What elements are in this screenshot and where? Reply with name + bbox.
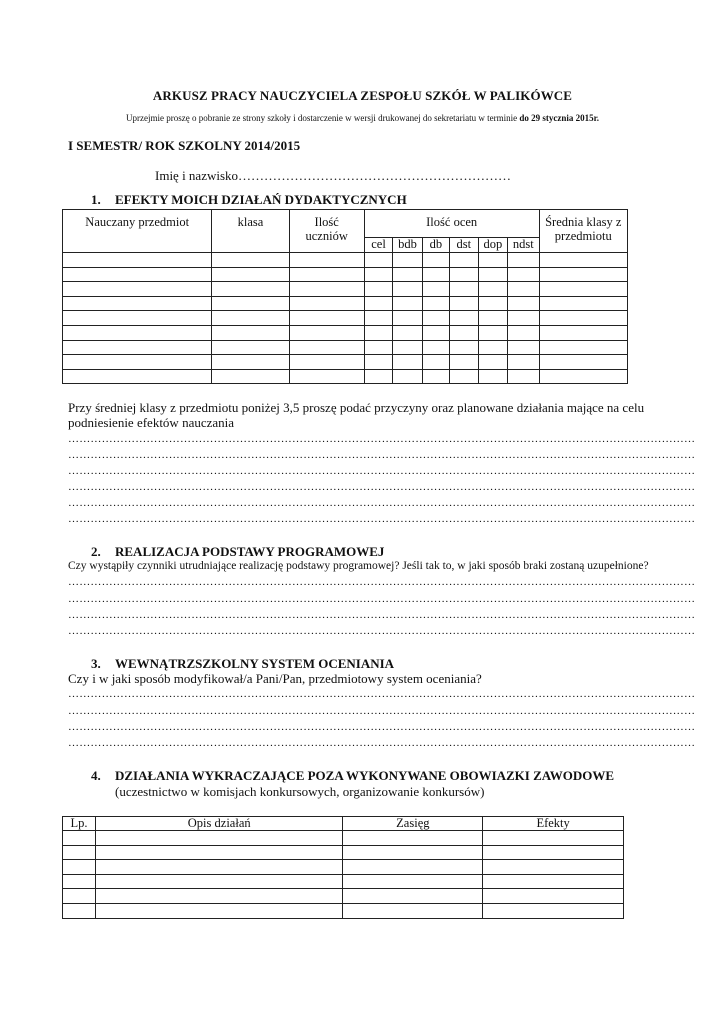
answer-line[interactable]: ……………………………………………………………………………………………………………………………………………………	[68, 497, 696, 509]
table-cell[interactable]	[364, 282, 392, 297]
table-cell[interactable]	[450, 253, 478, 268]
didactic-results-table	[62, 209, 628, 384]
table-cell[interactable]	[63, 325, 212, 340]
table-cell[interactable]	[63, 889, 96, 904]
answer-line[interactable]: ……………………………………………………………………………………………………………………………………………………	[68, 737, 696, 749]
answer-line[interactable]: ……………………………………………………………………………………………………………………………………………………	[68, 705, 696, 717]
table-cell[interactable]	[478, 296, 507, 311]
table-cell[interactable]	[450, 355, 478, 370]
table-cell[interactable]	[483, 831, 624, 846]
col-average-header: Średnia klasy z przedmiotu	[539, 210, 627, 253]
table-cell[interactable]	[422, 296, 449, 311]
table-cell[interactable]	[364, 355, 392, 370]
table-cell[interactable]	[63, 369, 212, 384]
col-grades-header: Ilość ocen	[364, 210, 539, 238]
table-cell[interactable]	[95, 860, 343, 875]
table-cell[interactable]	[95, 874, 343, 889]
table-cell[interactable]	[450, 267, 478, 282]
table-cell[interactable]	[95, 889, 343, 904]
answer-line[interactable]: ……………………………………………………………………………………………………………………………………………………	[68, 593, 696, 605]
table-row	[63, 860, 624, 875]
section1-heading	[91, 192, 407, 208]
table-cell[interactable]	[343, 889, 483, 904]
activities-table	[62, 816, 624, 919]
table-cell[interactable]	[508, 267, 540, 282]
table-cell[interactable]	[483, 903, 624, 918]
grade-col-header: dop	[478, 238, 507, 253]
table-cell[interactable]	[478, 253, 507, 268]
table-cell[interactable]	[393, 340, 422, 355]
table-cell[interactable]	[63, 340, 212, 355]
table-cell[interactable]	[289, 253, 364, 268]
grade-col-header: cel	[364, 238, 392, 253]
col-subject-header: Nauczany przedmiot	[63, 210, 212, 253]
answer-line[interactable]: ……………………………………………………………………………………………………………………………………………………	[68, 625, 696, 637]
table-cell[interactable]	[212, 325, 289, 340]
col-lp-header: Lp.	[63, 817, 96, 831]
table-cell[interactable]	[212, 355, 289, 370]
table-cell[interactable]	[483, 874, 624, 889]
answer-line[interactable]: ……………………………………………………………………………………………………………………………………………………	[68, 465, 696, 477]
table-row	[63, 903, 624, 918]
average-note: Przy średniej klasy z przedmiotu poniżej 3,5 proszę podać przyczyny oraz planowane działania mające na celu	[68, 400, 645, 415]
table-row	[63, 282, 628, 297]
table-cell[interactable]	[393, 267, 422, 282]
col-students-header: Ilość uczniów	[289, 210, 364, 253]
section2-question: Czy wystąpiły czynniki utrudniające realizację podstawy programowej? Jeśli tak to, w jaki sposób braki zostaną uzupełnione?	[68, 560, 649, 572]
table-cell[interactable]	[508, 253, 540, 268]
table-cell[interactable]	[63, 253, 212, 268]
table-cell[interactable]	[364, 311, 392, 326]
table-cell[interactable]	[422, 325, 449, 340]
table-cell[interactable]	[364, 296, 392, 311]
table-cell[interactable]	[422, 355, 449, 370]
table-cell[interactable]	[289, 296, 364, 311]
table-cell[interactable]	[212, 253, 289, 268]
table-cell[interactable]	[422, 340, 449, 355]
table-cell[interactable]	[422, 253, 449, 268]
table-row	[63, 355, 628, 370]
table-cell[interactable]	[478, 369, 507, 384]
table-cell[interactable]	[422, 282, 449, 297]
submission-note	[0, 113, 725, 123]
table-row	[63, 831, 624, 846]
col-scope-header: Zasięg	[343, 817, 483, 831]
table-cell[interactable]	[450, 282, 478, 297]
table-cell[interactable]	[289, 267, 364, 282]
table-cell[interactable]	[364, 267, 392, 282]
table-cell[interactable]	[478, 311, 507, 326]
grade-col-header: bdb	[393, 238, 422, 253]
table-cell[interactable]	[508, 311, 540, 326]
table-cell[interactable]	[289, 282, 364, 297]
average-note-cont: podniesienie efektów nauczania	[68, 415, 235, 430]
table-cell[interactable]	[63, 831, 96, 846]
answer-line[interactable]: ……………………………………………………………………………………………………………………………………………………	[68, 576, 696, 588]
table-cell[interactable]	[539, 296, 627, 311]
table-row	[63, 889, 624, 904]
col-effects-header: Efekty	[483, 817, 624, 831]
answer-line[interactable]: ……………………………………………………………………………………………………………………………………………………	[68, 449, 696, 461]
table-cell[interactable]	[393, 311, 422, 326]
section4-subtitle: (uczestnictwo w komisjach konkursowych, organizowanie konkursów)	[115, 784, 485, 799]
table-cell[interactable]	[508, 355, 540, 370]
col-description-header: Opis działań	[95, 817, 343, 831]
table-cell[interactable]	[364, 340, 392, 355]
semester-heading: I SEMESTR/ ROK SZKOLNY 2014/2015	[68, 138, 301, 153]
table-cell[interactable]	[212, 311, 289, 326]
table-cell[interactable]	[393, 369, 422, 384]
table-cell[interactable]	[478, 355, 507, 370]
table-cell[interactable]	[483, 889, 624, 904]
section3-title: WEWNĄTRZSZKOLNY SYSTEM OCENIANIA	[115, 656, 395, 671]
table-cell[interactable]	[422, 311, 449, 326]
table-cell[interactable]	[422, 267, 449, 282]
table-cell[interactable]	[508, 296, 540, 311]
table-cell[interactable]	[450, 296, 478, 311]
table-cell[interactable]	[478, 340, 507, 355]
section4-number: 4.	[91, 768, 101, 783]
table-cell[interactable]	[539, 282, 627, 297]
section4-heading	[91, 768, 614, 784]
table-cell[interactable]	[343, 903, 483, 918]
table-cell[interactable]	[289, 369, 364, 384]
section3-heading	[91, 656, 394, 672]
table-cell[interactable]	[63, 296, 212, 311]
table-cell[interactable]	[393, 325, 422, 340]
table-cell[interactable]	[483, 860, 624, 875]
table-cell[interactable]	[478, 282, 507, 297]
table-cell[interactable]	[483, 845, 624, 860]
table-row	[63, 296, 628, 311]
table-row	[63, 874, 624, 889]
table-cell[interactable]	[539, 340, 627, 355]
table-row	[63, 253, 628, 268]
table-cell[interactable]	[450, 325, 478, 340]
table-cell[interactable]	[289, 355, 364, 370]
table-cell[interactable]	[364, 369, 392, 384]
table-row	[63, 325, 628, 340]
section2-heading	[91, 544, 384, 560]
grade-col-header: dst	[450, 238, 478, 253]
table-cell[interactable]	[508, 282, 540, 297]
grade-col-header: ndst	[508, 238, 540, 253]
table-cell[interactable]	[508, 325, 540, 340]
table-cell[interactable]	[478, 267, 507, 282]
table-cell[interactable]	[393, 296, 422, 311]
table-cell[interactable]	[364, 253, 392, 268]
table-cell[interactable]	[478, 325, 507, 340]
table-cell[interactable]	[212, 340, 289, 355]
table-cell[interactable]	[450, 340, 478, 355]
table-row	[63, 369, 628, 384]
table-cell[interactable]	[212, 296, 289, 311]
table-cell[interactable]	[289, 325, 364, 340]
section2-number: 2.	[91, 544, 101, 559]
table-cell[interactable]	[539, 311, 627, 326]
table-cell[interactable]	[422, 369, 449, 384]
table-cell[interactable]	[539, 253, 627, 268]
table-row	[63, 845, 624, 860]
answer-line[interactable]: ……………………………………………………………………………………………………………………………………………………	[68, 688, 696, 700]
table-cell[interactable]	[63, 860, 96, 875]
table-cell[interactable]	[539, 369, 627, 384]
table-cell[interactable]	[450, 369, 478, 384]
table-cell[interactable]	[343, 874, 483, 889]
section4-title: DZIAŁANIA WYKRACZAJĄCE POZA WYKONYWANE OBOWIAZKI ZAWODOWE	[115, 768, 615, 783]
table-cell[interactable]	[95, 845, 343, 860]
answer-line[interactable]: ……………………………………………………………………………………………………………………………………………………	[68, 481, 696, 493]
table-cell[interactable]	[539, 267, 627, 282]
section2-title: REALIZACJA PODSTAWY PROGRAMOWEJ	[115, 544, 385, 559]
table-cell[interactable]	[450, 311, 478, 326]
table-cell[interactable]	[63, 311, 212, 326]
table-cell[interactable]	[343, 860, 483, 875]
answer-line[interactable]: ……………………………………………………………………………………………………………………………………………………	[68, 433, 696, 445]
table-cell[interactable]	[393, 253, 422, 268]
table-row	[63, 340, 628, 355]
table-cell[interactable]	[508, 340, 540, 355]
table-cell[interactable]	[364, 325, 392, 340]
table-cell[interactable]	[539, 355, 627, 370]
section1-title: EFEKTY MOICH DZIAŁAŃ DYDAKTYCZNYCH	[115, 192, 407, 207]
answer-line[interactable]: ……………………………………………………………………………………………………………………………………………………	[68, 609, 696, 621]
table-cell[interactable]	[212, 282, 289, 297]
table-row	[63, 267, 628, 282]
table-cell[interactable]	[63, 267, 212, 282]
table-cell[interactable]	[289, 311, 364, 326]
section3-number: 3.	[91, 656, 101, 671]
name-field[interactable]: Imię i nazwisko………………………………………………………	[155, 168, 512, 183]
note-text: Uprzejmie proszę o pobranie ze strony szkoły i dostarczenie w wersji drukowanej do sekretariatu w terminie	[125, 113, 520, 123]
table-cell[interactable]	[393, 282, 422, 297]
table-cell[interactable]	[393, 355, 422, 370]
table-cell[interactable]	[95, 903, 343, 918]
table-row	[63, 311, 628, 326]
table-cell[interactable]	[63, 845, 96, 860]
col-class-header: klasa	[212, 210, 289, 253]
table-cell[interactable]	[508, 369, 540, 384]
page-title: ARKUSZ PRACY NAUCZYCIELA ZESPOŁU SZKÓŁ W PALIKÓWCE	[152, 88, 573, 103]
table-cell[interactable]	[95, 831, 343, 846]
answer-line[interactable]: ……………………………………………………………………………………………………………………………………………………	[68, 721, 696, 733]
grade-col-header: db	[422, 238, 449, 253]
table-cell[interactable]	[212, 267, 289, 282]
table-cell[interactable]	[63, 903, 96, 918]
note-deadline: do 29 stycznia 2015r.	[519, 113, 600, 123]
section1-number: 1.	[91, 192, 101, 207]
table-cell[interactable]	[63, 355, 212, 370]
answer-line[interactable]: ……………………………………………………………………………………………………………………………………………………	[68, 513, 696, 525]
table-cell[interactable]	[539, 325, 627, 340]
table-cell[interactable]	[63, 282, 212, 297]
table-cell[interactable]	[63, 874, 96, 889]
section3-question: Czy i w jaki sposób modyfikował/a Pani/Pan, przedmiotowy system oceniania?	[68, 671, 482, 686]
table-cell[interactable]	[212, 369, 289, 384]
table-cell[interactable]	[343, 845, 483, 860]
table-cell[interactable]	[343, 831, 483, 846]
table-cell[interactable]	[289, 340, 364, 355]
